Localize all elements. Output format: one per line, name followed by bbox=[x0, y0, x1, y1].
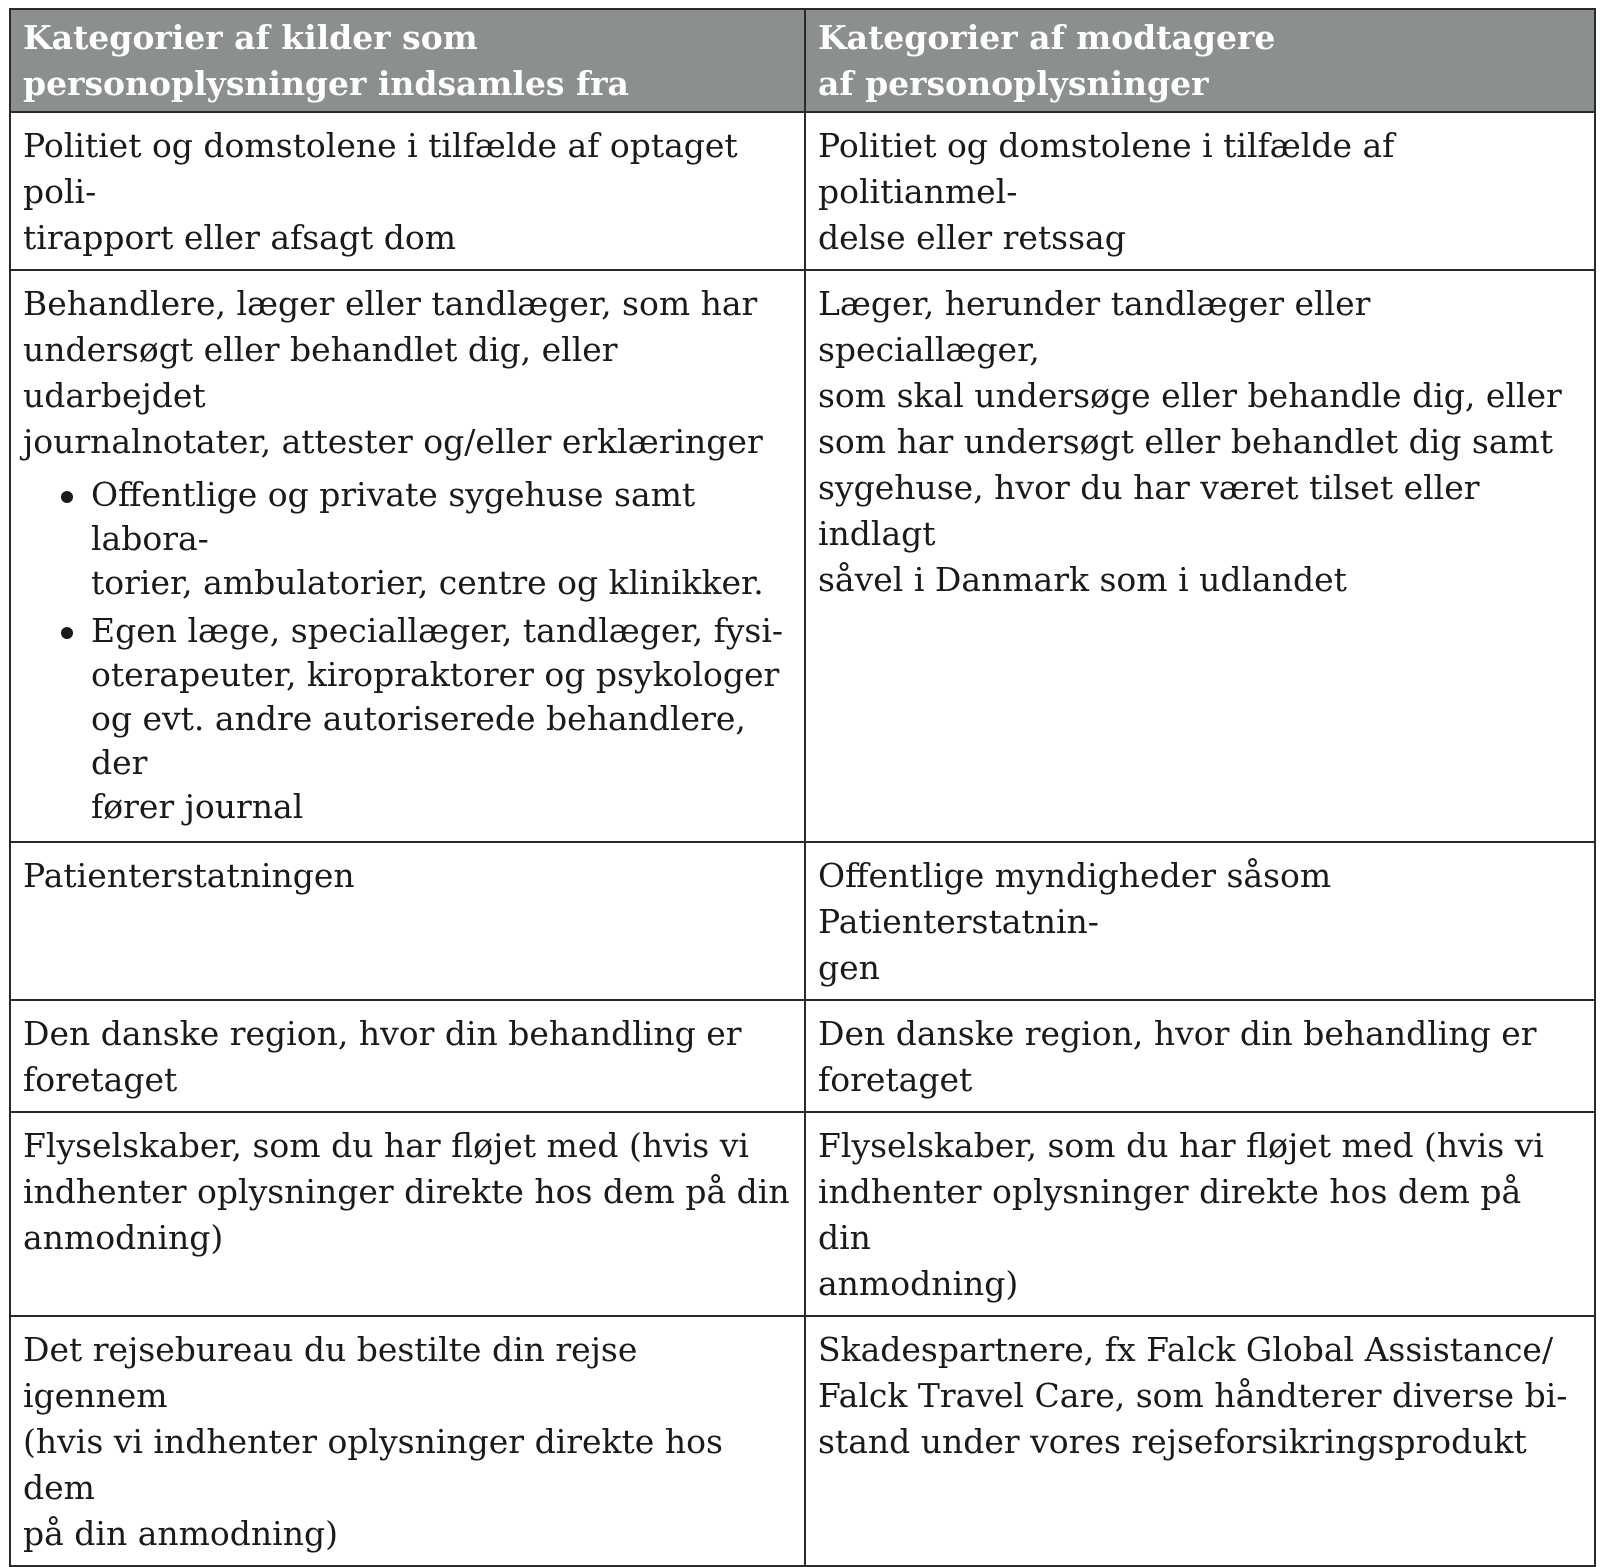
cell-text-line: foretaget bbox=[818, 1060, 973, 1099]
recipient-cell bbox=[805, 112, 1595, 270]
cell-text-line: som har undersøgt eller behandlet dig samt bbox=[818, 422, 1554, 461]
cell-text-line: Politiet og domstolene i tilfælde af optaget poli- bbox=[23, 126, 738, 211]
source-cell bbox=[10, 1112, 805, 1316]
source-cell bbox=[10, 270, 805, 842]
cell-text-line: Egen læge, speciallæger, tandlæger, fysi- bbox=[91, 611, 784, 650]
recipient-cell bbox=[805, 1000, 1595, 1112]
cell-text-line: tirapport eller afsagt dom bbox=[23, 218, 456, 257]
cell-text-line: torier, ambulatorier, centre og klinikker. bbox=[91, 563, 764, 602]
source-cell bbox=[10, 1316, 805, 1566]
cell-text-line: Det rejsebureau du bestilte din rejse igennem bbox=[23, 1330, 638, 1415]
source-bullet-list bbox=[23, 473, 792, 829]
cell-text-line: Offentlige og private sygehuse samt labora- bbox=[91, 475, 696, 558]
header-recipients-line-1: Kategorier af modtagere bbox=[818, 18, 1276, 57]
cell-text-line: oterapeuter, kiropraktorer og psykologer bbox=[91, 655, 780, 694]
cell-text-line: journalnotater, attester og/eller erklæringer bbox=[23, 422, 763, 461]
recipient-cell bbox=[805, 1316, 1595, 1566]
cell-text-line: Falck Travel Care, som håndterer diverse bi- bbox=[818, 1376, 1568, 1415]
cell-text-line: anmodning) bbox=[818, 1264, 1019, 1303]
list-item bbox=[91, 609, 792, 829]
cell-text-line: og evt. andre autoriserede behandlere, der bbox=[91, 699, 746, 782]
cell-text-line: (hvis vi indhenter oplysninger direkte hos dem bbox=[23, 1422, 723, 1507]
cell-text-line: indhenter oplysninger direkte hos dem på din bbox=[23, 1172, 790, 1211]
header-sources-line-1: Kategorier af kilder som bbox=[23, 18, 478, 57]
cell-text-line: delse eller retssag bbox=[818, 218, 1126, 257]
cell-text-line: Flyselskaber, som du har fløjet med (hvis vi bbox=[23, 1126, 749, 1165]
cell-text-line: sygehuse, hvor du har været tilset eller indlagt bbox=[818, 468, 1480, 553]
cell-text-line: Behandlere, læger eller tandlæger, som har bbox=[23, 284, 758, 323]
header-sources-line-2: personoplysninger indsamles fra bbox=[23, 64, 629, 103]
cell-text-line: undersøgt eller behandlet dig, eller udarbejdet bbox=[23, 330, 618, 415]
bullet-icon bbox=[61, 627, 73, 639]
header-sources bbox=[10, 9, 805, 112]
table-row bbox=[10, 270, 1595, 842]
table-row bbox=[10, 1316, 1595, 1566]
bullet-icon bbox=[61, 491, 73, 503]
recipient-cell bbox=[805, 270, 1595, 842]
cell-text-line: stand under vores rejseforsikringsprodukt bbox=[818, 1422, 1527, 1461]
cell-text-line: gen bbox=[818, 948, 880, 987]
cell-text-line: foretaget bbox=[23, 1060, 178, 1099]
header-recipients bbox=[805, 9, 1595, 112]
table-row bbox=[10, 112, 1595, 270]
cell-text-line: Politiet og domstolene i tilfælde af politianmel- bbox=[818, 126, 1395, 211]
list-item bbox=[91, 473, 792, 605]
cell-text-line: Den danske region, hvor din behandling er bbox=[818, 1014, 1537, 1053]
source-cell bbox=[10, 112, 805, 270]
cell-text-line: anmodning) bbox=[23, 1218, 224, 1257]
cell-text-line: Offentlige myndigheder såsom Patienterstatnin- bbox=[818, 856, 1332, 941]
header-recipients-line-2: af personoplysninger bbox=[818, 64, 1209, 103]
cell-text-line: Skadespartnere, fx Falck Global Assistance/ bbox=[818, 1330, 1554, 1369]
cell-text-line: som skal undersøge eller behandle dig, eller bbox=[818, 376, 1562, 415]
cell-text-line: såvel i Danmark som i udlandet bbox=[818, 560, 1347, 599]
header-row bbox=[10, 9, 1595, 112]
recipient-cell bbox=[805, 1112, 1595, 1316]
recipient-cell bbox=[805, 842, 1595, 1000]
cell-text-line: indhenter oplysninger direkte hos dem på din bbox=[818, 1172, 1522, 1257]
cell-text-line: på din anmodning) bbox=[23, 1514, 338, 1553]
data-categories-table bbox=[9, 8, 1596, 1567]
cell-text-line: Flyselskaber, som du har fløjet med (hvis vi bbox=[818, 1126, 1544, 1165]
table-row bbox=[10, 1000, 1595, 1112]
cell-text-line: fører journal bbox=[91, 787, 304, 826]
table-row bbox=[10, 1112, 1595, 1316]
cell-text-line: Læger, herunder tandlæger eller speciallæger, bbox=[818, 284, 1371, 369]
source-cell bbox=[10, 842, 805, 1000]
cell-text-line: Patienterstatningen bbox=[23, 856, 355, 895]
source-cell bbox=[10, 1000, 805, 1112]
cell-text-line: Den danske region, hvor din behandling er bbox=[23, 1014, 742, 1053]
table-row bbox=[10, 842, 1595, 1000]
